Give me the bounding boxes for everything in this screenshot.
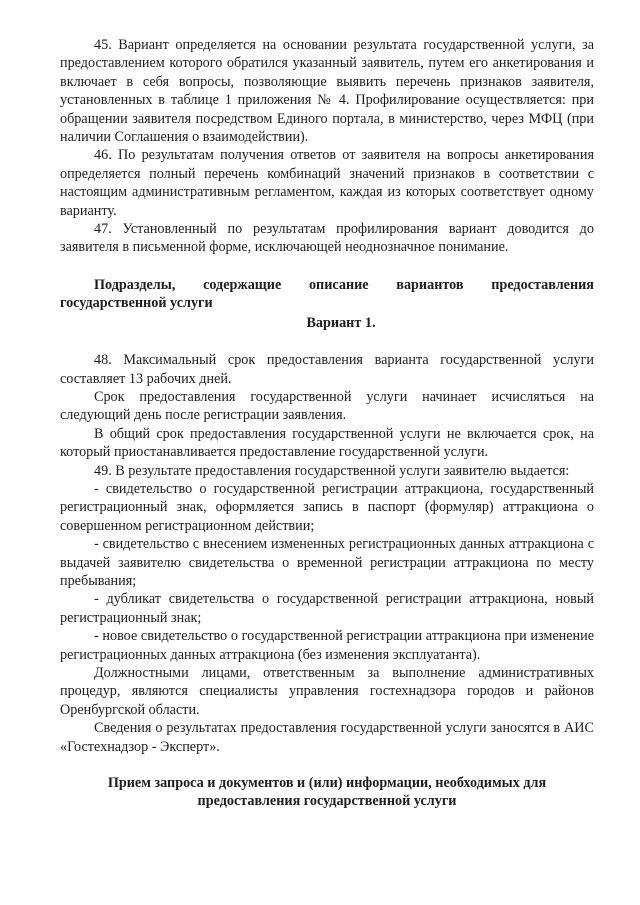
paragraph-47: 47. Установленный по результатам профилирования вариант доводится до заявителя в письменной форме, исключающей неоднозначное понимание. [60, 221, 594, 256]
spacer [60, 257, 594, 276]
paragraph-46: 46. По результатам получения ответов от заявителя на вопросы анкетирования определяется полный перечень комбинаций значений признаков в соответствии с настоящим административным регламентом, каждая из которых соответствует одному варианту. [60, 147, 594, 219]
paragraph-term-start: Срок предоставления государственной услуги начинает исчисляться на следующий день после регистрации заявления. [60, 388, 594, 424]
result-item-3: - дубликат свидетельства о государственной регистрации аттракциона, новый регистрационный знак; [60, 591, 594, 626]
section-heading: Подразделы, содержащие описание вариантов предоставления государственной услуги [60, 276, 594, 312]
variant-heading: Вариант 1. [306, 314, 376, 331]
paragraph-ais: Сведения о результатах предоставления государственной услуги заносятся в АИС «Гостехнадзор - Эксперт». [60, 720, 594, 755]
spacer [60, 756, 594, 774]
paragraph-term-exclusion: В общий срок предоставления государственной услуги не включается срок, на который приостанавливается предоставление государственной услуги. [60, 425, 594, 461]
paragraph-48: 48. Максимальный срок предоставления варианта государственной услуги составляет 13 рабочих дней. [60, 352, 594, 387]
paragraph-officials: Должностными лицами, ответственным за выполнение административных процедур, являются специалисты управления гостехнадзора городов и районов Оренбургской области. [60, 665, 594, 718]
result-item-1: - свидетельство о государственной регистрации аттракциона, государственный регистрационный знак, оформляется запись в паспорт (формуляр) аттракциона о совершенном регистрационном действии; [60, 480, 594, 534]
spacer [60, 332, 594, 351]
result-item-2: - свидетельство с внесением измененных регистрационных данных аттракциона с выдачей заявителю свидетельства о временной регистрации аттракциона по месту пребывания; [60, 536, 594, 589]
bottom-heading: Прием запроса и документов и (или) информации, необходимых для предоставления государственной услуги [107, 775, 547, 810]
result-item-4: - новое свидетельство о государственной регистрации аттракциона при изменение регистрационных данных аттракциона (без изменения эксплуатанта). [60, 628, 594, 663]
paragraph-45: 45. Вариант определяется на основании результата государственной услуги, за предоставлением которого обратился указанный заявитель, путем его анкетирования и включает в себя вопросы, позволяющие выявить перечень признаков заявителя, установленных в таблице 1 приложения № 4. Профилирование осуществляется: при обращении заявителя посредством Единого портала, в министерство, через МФЦ (при наличии Соглашения о взаимодействии). [60, 37, 594, 146]
paragraph-49: 49. В результате предоставления государственной услуги заявителю выдается: [94, 462, 570, 479]
